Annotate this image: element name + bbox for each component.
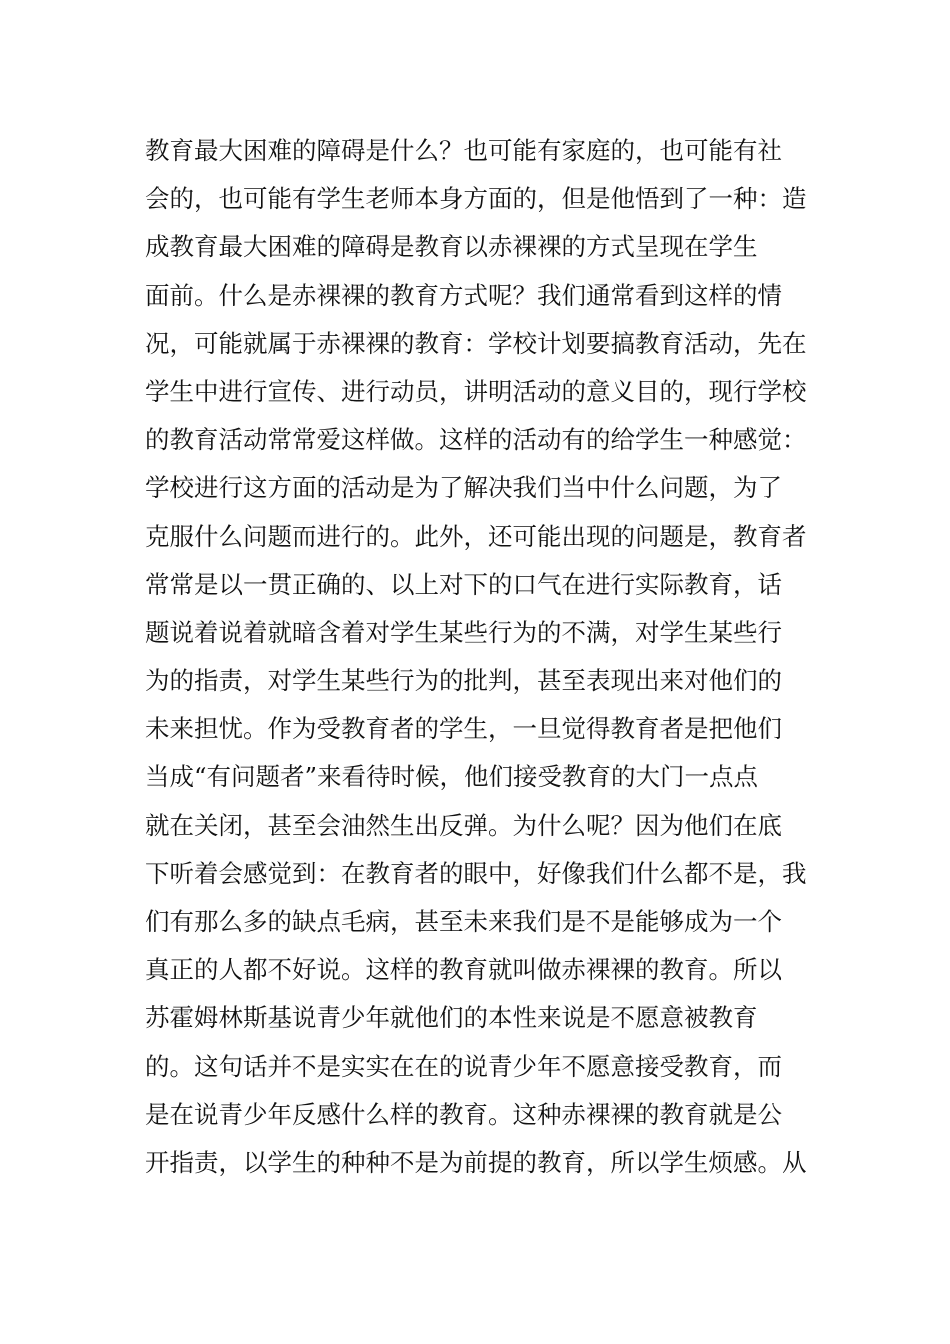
text-line: 为的指责，对学生某些行为的批判，甚至表现出来对他们的: [145, 666, 782, 696]
text-line: 教育最大困难的障碍是什么？也可能有家庭的，也可能有社: [145, 136, 782, 165]
text-line: 会的，也可能有学生老师本身方面的，但是他悟到了一种：造: [145, 184, 807, 214]
text-line: 常常是以一贯正确的、以上对下的口气在进行实际教育，话: [145, 569, 782, 599]
text-line: 况，可能就属于赤裸裸的教育：学校计划要搞教育活动，先在: [145, 328, 807, 358]
text-line: 当成“有问题者”来看待时候，他们接受教育的大门一点点: [145, 762, 759, 792]
text-line: 题说着说着就暗含着对学生某些行为的不满，对学生某些行: [145, 617, 782, 647]
text-line: 苏霍姆林斯基说青少年就他们的本性来说是不愿意被教育: [145, 1003, 758, 1033]
text-line: 学生中进行宣传、进行动员，讲明活动的意义目的，现行学校: [145, 376, 807, 406]
text-line: 们有那么多的缺点毛病，甚至未来我们是不是能够成为一个: [145, 907, 782, 936]
text-line: 面前。什么是赤裸裸的教育方式呢？我们通常看到这样的情: [145, 280, 782, 310]
text-line: 的。这句话并不是实实在在的说青少年不愿意接受教育，而: [145, 1051, 782, 1081]
text-line: 真正的人都不好说。这样的教育就叫做赤裸裸的教育。所以: [145, 955, 782, 985]
text-line: 就在关闭，甚至会油然生出反弹。为什么呢？因为他们在底: [145, 810, 782, 840]
text-line: 下听着会感觉到：在教育者的眼中，好像我们什么都不是，我: [145, 858, 807, 888]
text-line: 的教育活动常常爱这样做。这样的活动有的给学生一种感觉：: [145, 425, 807, 455]
text-line: 是在说青少年反感什么样的教育。这种赤裸裸的教育就是公: [145, 1099, 782, 1129]
text-line: 未来担忧。作为受教育者的学生，一旦觉得教育者是把他们: [145, 714, 782, 744]
body-text: [145, 127, 825, 1187]
text-line: 成教育最大困难的障碍是教育以赤裸裸的方式呈现在学生: [145, 232, 758, 262]
text-line: 克服什么问题而进行的。此外，还可能出现的问题是，教育者: [145, 521, 807, 551]
text-line: 学校进行这方面的活动是为了解决我们当中什么问题，为了: [145, 473, 782, 503]
text-line: 开指责，以学生的种种不是为前提的教育，所以学生烦感。从: [145, 1147, 807, 1177]
